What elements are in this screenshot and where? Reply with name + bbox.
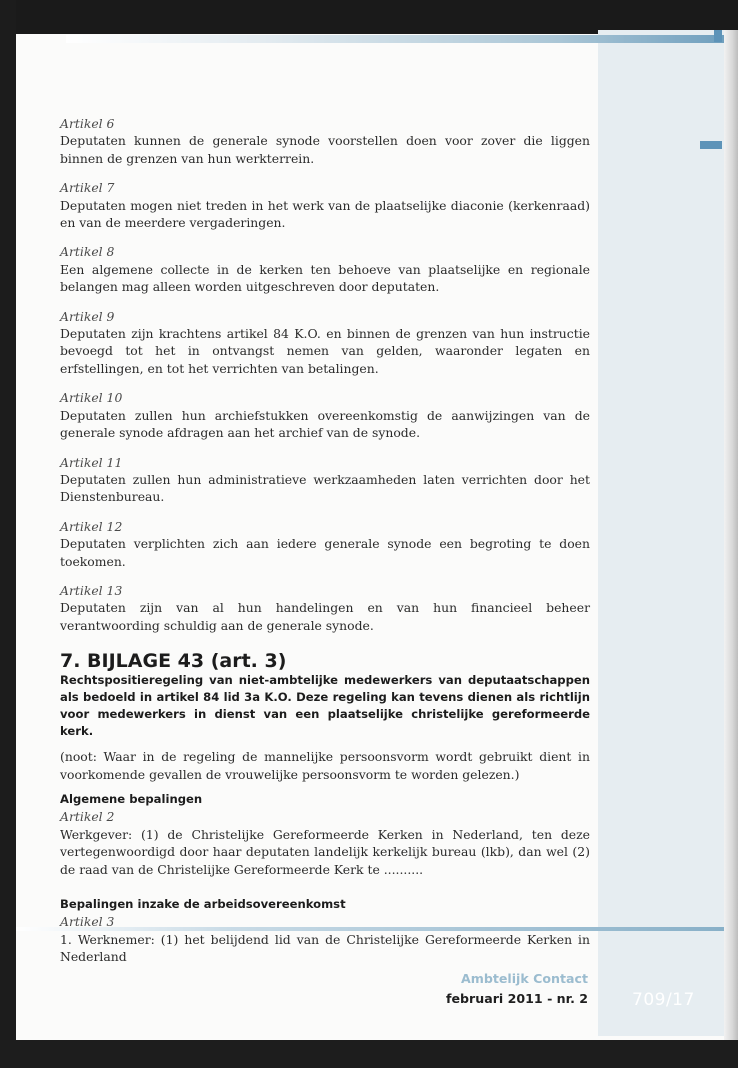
side-band: [598, 30, 724, 1036]
article-6: [60, 115, 590, 167]
employment-contract-heading: Bepalingen inzake de arbeidsovereenkomst: [60, 897, 346, 911]
article-text: Deputaten verplichten zich aan iedere generale synode een begroting te doen toekomen.: [60, 536, 590, 569]
page-number: 709/17: [632, 990, 695, 1010]
article-label: Artikel 9: [60, 308, 115, 324]
document-body: [60, 115, 590, 966]
article-2-label: Artikel 2: [60, 809, 115, 825]
appendix-section: [60, 650, 590, 965]
article-label: Artikel 12: [60, 518, 123, 534]
article-label: Artikel 7: [60, 180, 115, 196]
magazine-title: Ambtelijk Contact: [460, 971, 588, 986]
article-2-text: Werkgever: (1) de Christelijke Gereformeerde Kerken in Nederland, ten deze vertegenwoordigd door haar deputaten landelijk kerkelijk bureau (lkb), dan wel (2) de raad van de Christelijke Gereformeerde Kerk te ..........: [60, 826, 590, 877]
article-label: Artikel 8: [60, 244, 115, 260]
scan-border-left: [0, 0, 16, 1068]
article-text: Deputaten mogen niet treden in het werk van de plaatselijke diaconie (kerkenraad) en van de meerdere vergaderingen.: [60, 197, 590, 231]
article-text: Deputaten zullen hun archiefstukken overeenkomstig de aanwijzingen van de generale synode afdragen aan het archief van de synode.: [60, 407, 590, 441]
article-text: Deputaten zullen hun administratieve werkzaamheden laten verrichten door het Dienstenbureau.: [60, 471, 590, 505]
top-rule: [66, 35, 724, 43]
article-11: [60, 454, 590, 506]
section-subtitle: Rechtspositieregeling van niet-ambtelijke medewerkers van deputaatschappen als bedoeld in artikel 84 lid 3a K.O. Deze regeling kan tevens dienen als richtlijn voor medewerkers in dienst van een plaatselijke christelijke gereformeerde kerk.: [60, 673, 590, 739]
article-3-label: Artikel 3: [60, 914, 115, 930]
article-text: Een algemene collecte in de kerken ten behoeve van plaatselijke en regionale belangen mag alleen worden uitgeschreven door deputaten.: [60, 261, 590, 295]
footer: [446, 970, 588, 1010]
article-10: [60, 389, 590, 441]
article-label: Artikel 13: [60, 582, 123, 598]
article-12: [60, 518, 590, 570]
scan-border-bottom: [0, 1040, 738, 1068]
article-label: Artikel 11: [60, 454, 123, 470]
article-text: Deputaten kunnen de generale synode voorstellen doen voor zover die liggen binnen de grenzen van hun werkterrein.: [60, 133, 590, 166]
article-7: [60, 179, 590, 231]
scan-border-top: [0, 0, 738, 34]
article-3-text: 1. Werknemer: (1) het belijdend lid van de Christelijke Gereformeerde Kerken in Nederland: [60, 931, 590, 965]
issue-date: februari 2011 - nr. 2: [446, 991, 588, 1006]
article-9: [60, 308, 590, 378]
article-8: [60, 243, 590, 295]
article-label: Artikel 10: [60, 390, 123, 406]
side-tab-marker: [700, 141, 722, 149]
article-13: [60, 582, 590, 634]
article-label: Artikel 6: [60, 116, 115, 131]
article-text: Deputaten zijn van al hun handelingen en van hun financieel beheer verantwoording schuldig aan de generale synode.: [60, 600, 590, 633]
article-text: Deputaten zijn krachtens artikel 84 K.O. en binnen de grenzen van hun instructie bevoegd tot het in ontvangst nemen van gelden, waaronder legaten en erfstellingen, en tot het verrichten van betalingen.: [60, 326, 590, 376]
section-title: 7. BIJLAGE 43 (art. 3): [60, 650, 287, 673]
top-tab-marker: [714, 30, 722, 42]
general-provisions-heading: Algemene bepalingen: [60, 791, 203, 806]
scan-border-right: [724, 30, 738, 1040]
section-note: (noot: Waar in de regeling de mannelijke persoonsvorm wordt gebruikt dient in voorkomende gevallen de vrouwelijke persoonsvorm te worden gelezen.): [60, 749, 590, 782]
